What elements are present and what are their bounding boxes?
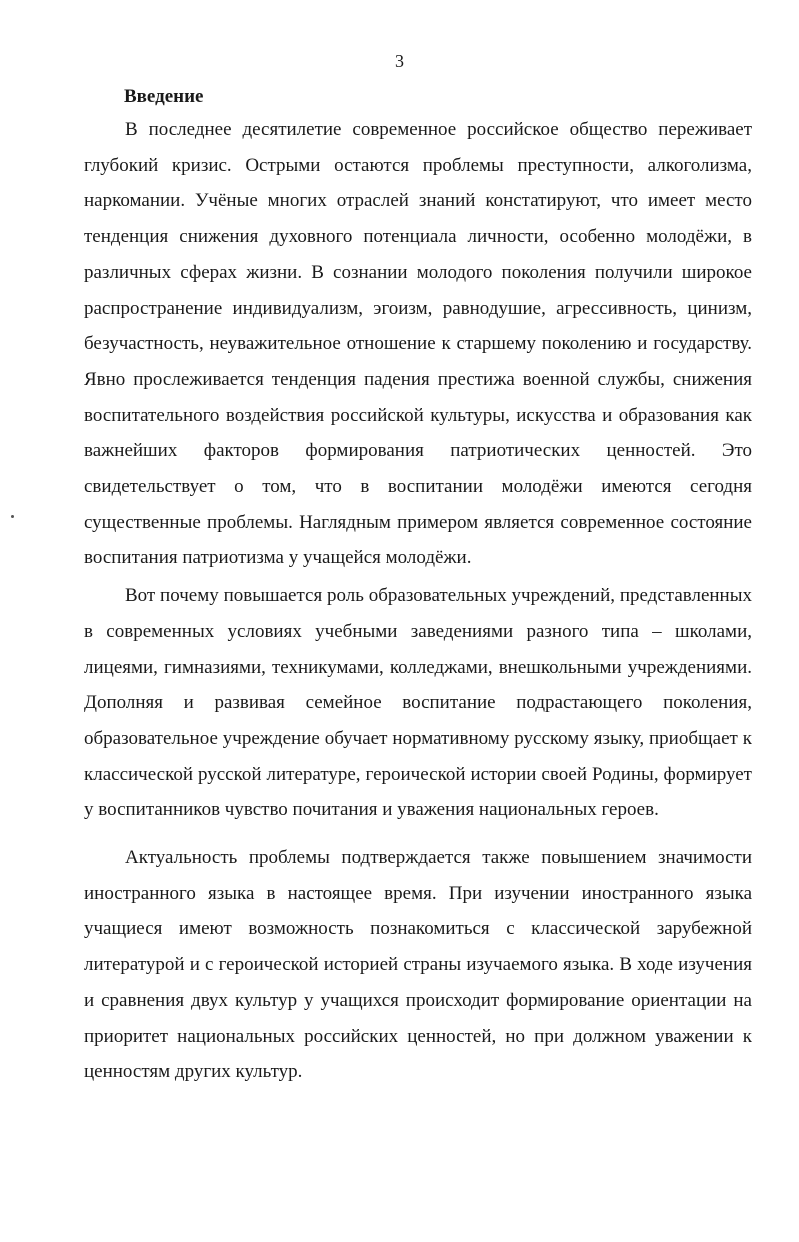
section-heading: Введение <box>124 86 204 107</box>
paragraph-3: Актуальность проблемы подтверждается также повышением значимости иностранного языка в настоящее время. При изучении иностранного языка учащиеся имеют возможность познакомиться с классической зарубежной литературой и с героической историей страны изучаемого языка. В ходе изучения и сравнения двух культур у учащихся происходит формирование ориентации на приоритет национальных российских ценностей, но при должном уважении к ценностям других культур. <box>84 847 752 1083</box>
paragraph-2: Вот почему повышается роль образовательных учреждений, представленных в современных условиях учебными заведениями разного типа – школами, лицеями, гимназиями, техникумами, колледжами, внешкольными учреждениями. Дополняя и развивая семейное воспитание подрастающего поколения, образовательное учреждение обучает нормативному русскому языку, приобщает к классической русской литературе, героической истории своей Родины, формирует у воспитанников чувство почитания и уважения национальных героев. <box>84 585 752 821</box>
scan-speck <box>11 515 14 518</box>
page-number: 3 <box>395 51 404 71</box>
document-body <box>84 84 752 1090</box>
paragraph-1: В последнее десятилетие современное российское общество переживает глубокий кризис. Острыми остаются проблемы преступности, алкоголизма, наркомании. Учёные многих отраслей знаний констатируют, что имеет место тенденция снижения духовного потенциала личности, особенно молодёжи, в различных сферах жизни. В сознании молодого поколения получили широкое распространение индивидуализм, эгоизм, равнодушие, агрессивность, цинизм, безучастность, неуважительное отношение к старшему поколению и государству. Явно прослеживается тенденция падения престижа военной службы, снижения воспитательного воздействия российской культуры, искусства и образования как важнейших факторов формирования патриотических ценностей. Это свидетельствует о том, что в воспитании молодёжи имеются сегодня существенные проблемы. Наглядным примером является современное состояние воспитания патриотизма у учащейся молодёжи. <box>84 119 752 569</box>
